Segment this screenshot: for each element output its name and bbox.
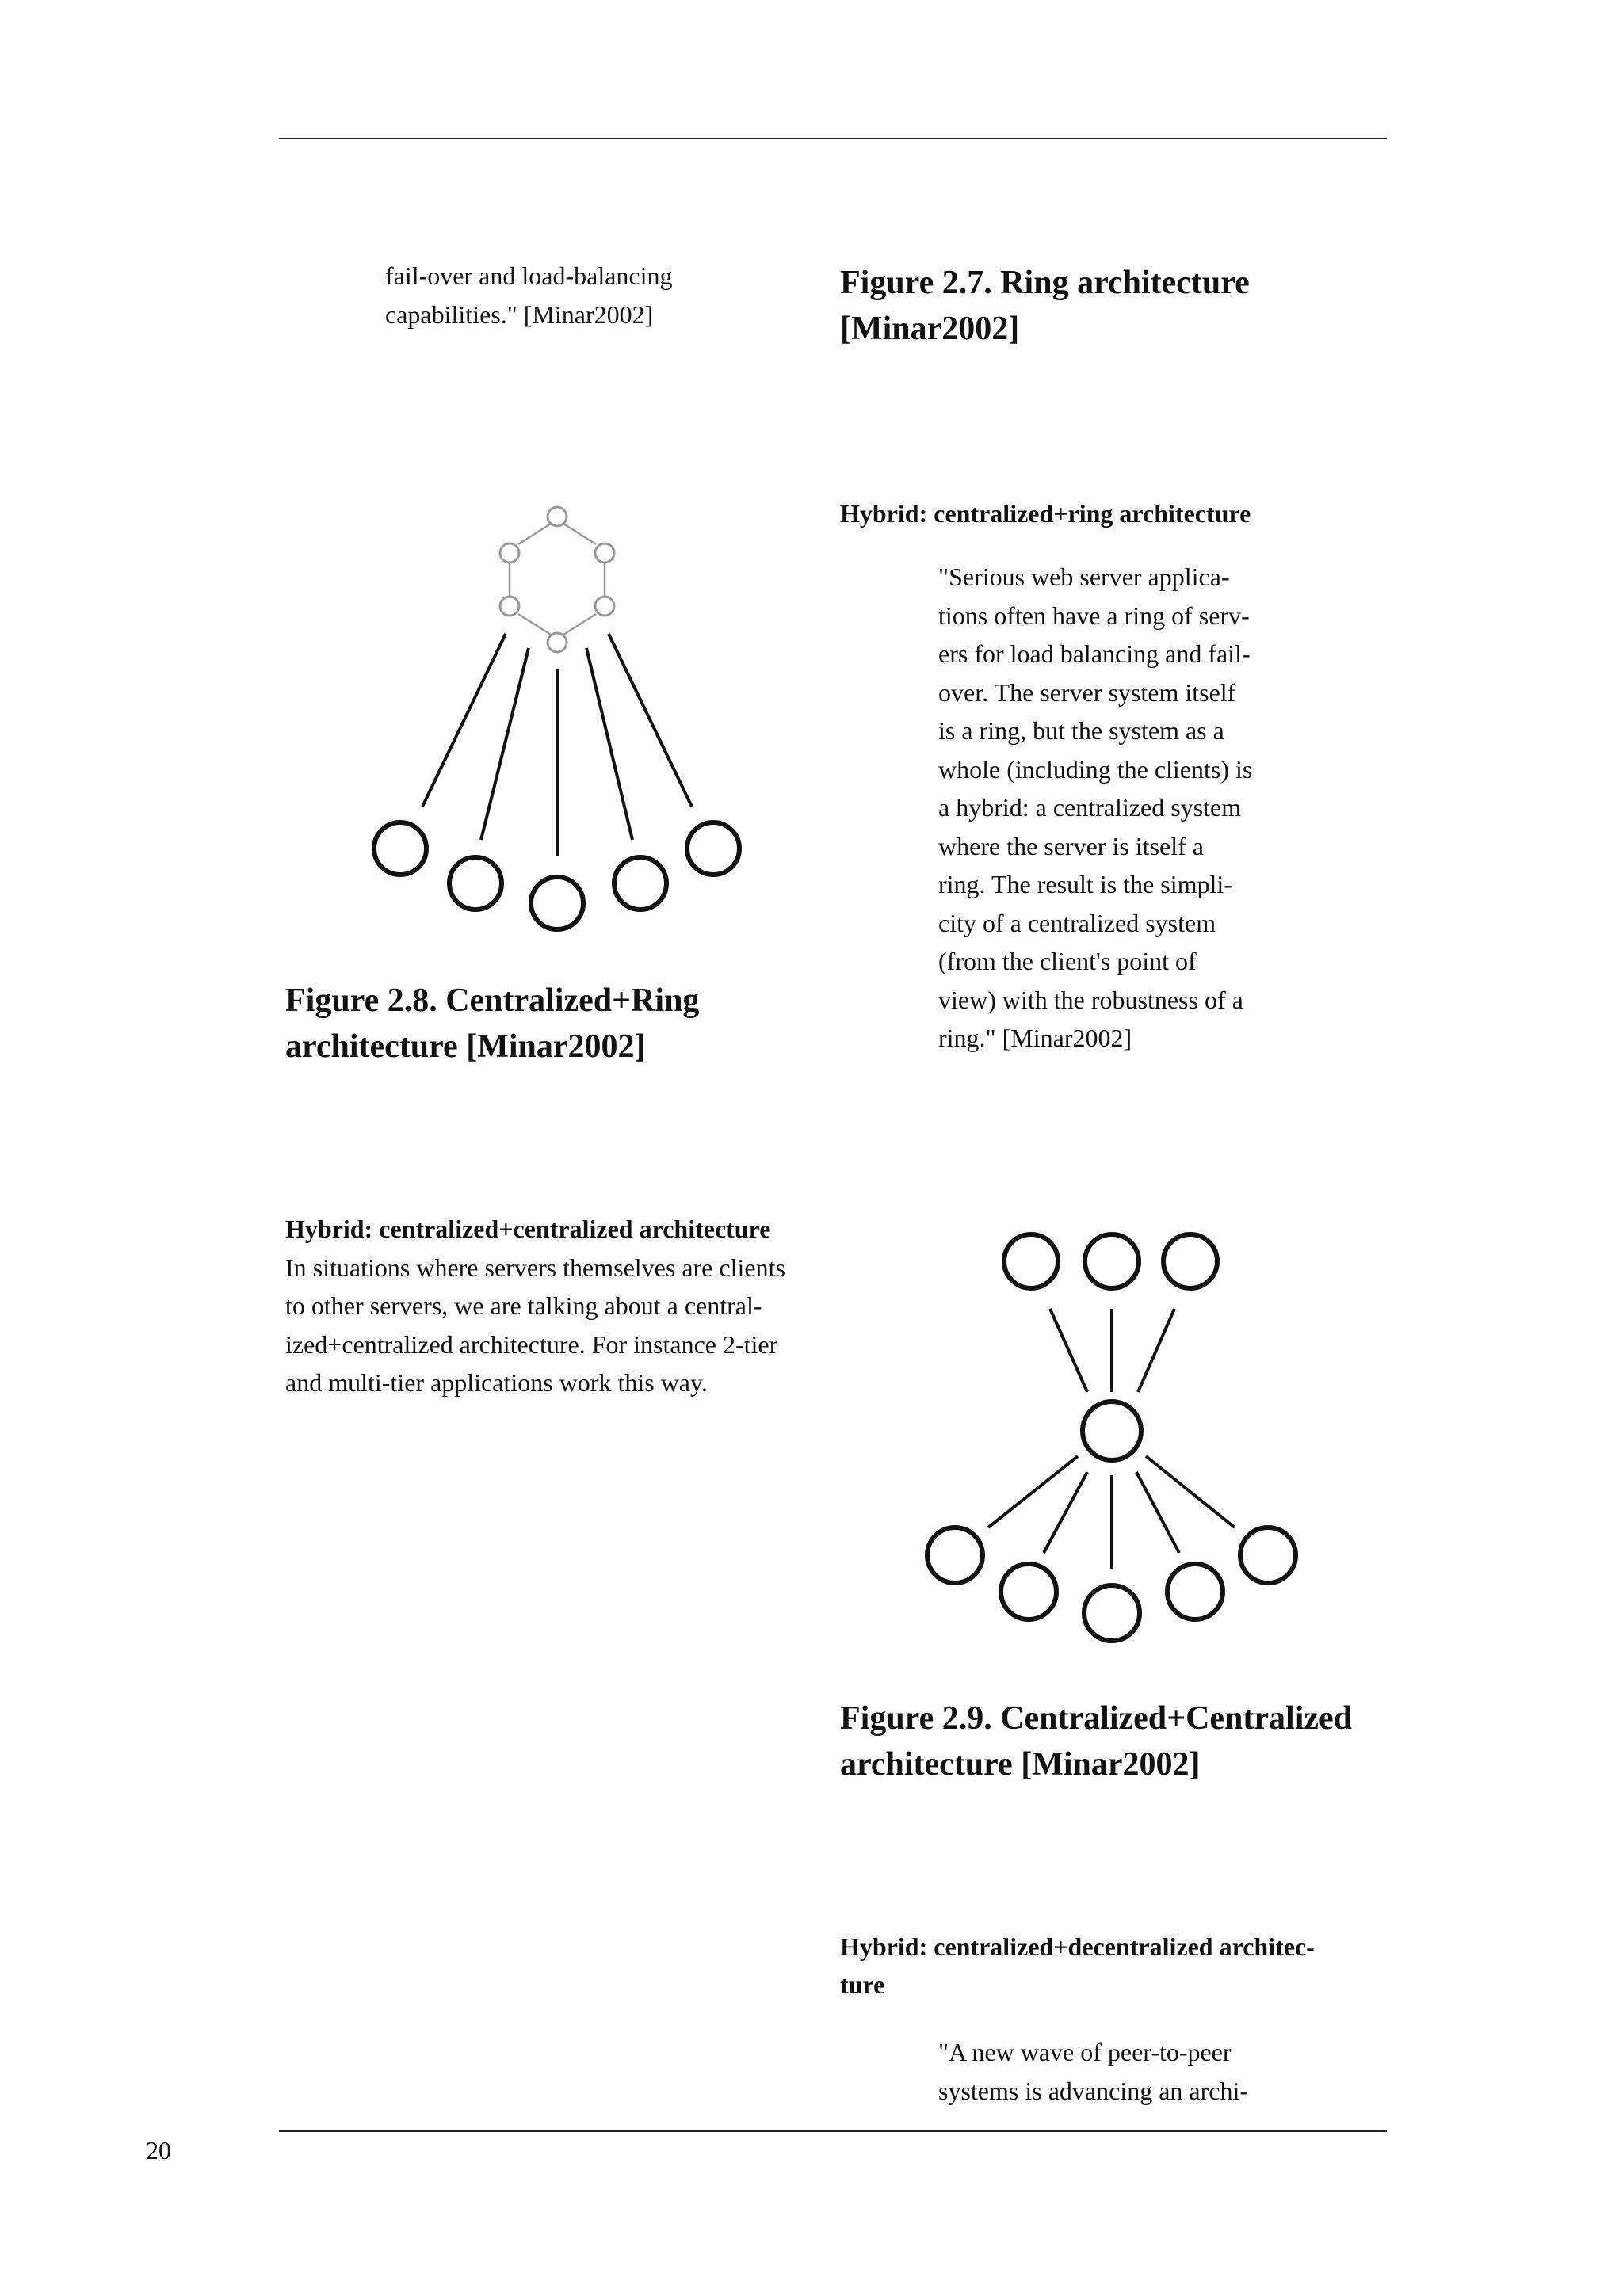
body-line: to other servers, we are talking about a central- xyxy=(285,1291,762,1320)
upper-server-nodes xyxy=(1004,1234,1217,1288)
caption-line: architecture [Minar2002] xyxy=(285,1028,646,1065)
caption-line: Figure 2.9. Centralized+Centralized xyxy=(840,1700,1353,1737)
heading-line: Hybrid: centralized+decentralized architec- xyxy=(840,1932,1315,1961)
hybrid-ring-heading: Hybrid: centralized+ring architecture xyxy=(840,499,1251,528)
quote-line: ring. The result is the simpli- xyxy=(938,870,1232,898)
caption-line: Figure 2.7. Ring architecture xyxy=(840,265,1250,301)
lower-links xyxy=(988,1456,1235,1569)
caption-line: Figure 2.8. Centralized+Ring xyxy=(285,982,700,1019)
hybrid-decentral-heading xyxy=(840,1928,1315,2004)
central-server-node xyxy=(1083,1402,1141,1460)
quote-line: over. The server system itself xyxy=(938,677,1236,707)
page-number: 20 xyxy=(146,2136,171,2164)
quote-line: is a ring, but the system as a xyxy=(938,716,1224,745)
quote-line: "Serious web server applica- xyxy=(938,563,1230,591)
quote-line: where the server is itself a xyxy=(938,831,1204,860)
body-line: ized+centralized architecture. For instance 2-tier xyxy=(285,1329,778,1359)
quote-line: a hybrid: a centralized system xyxy=(938,793,1242,822)
quote-line: view) with the robustness of a xyxy=(938,985,1243,1014)
body-line: and multi-tier applications work this way. xyxy=(285,1368,708,1397)
body-line: In situations where servers themselves are clients xyxy=(285,1253,785,1282)
caption-line: architecture [Minar2002] xyxy=(840,1746,1201,1783)
figure-2-9-caption xyxy=(840,1695,1352,1787)
hybrid-central-heading: Hybrid: centralized+centralized architecture xyxy=(285,1215,771,1243)
hybrid-decentral-quote xyxy=(938,2033,1248,2110)
quote-line: tions often have a ring of serv- xyxy=(938,601,1250,630)
text-line: fail-over and load-balancing xyxy=(385,261,673,290)
heading-line: ture xyxy=(840,1970,885,1999)
quote-line: city of a centralized system xyxy=(938,908,1216,937)
quote-line: ring." [Minar2002] xyxy=(938,1024,1132,1052)
upper-links xyxy=(1050,1309,1174,1392)
quote-line: "A new wave of peer-to-peer xyxy=(938,2038,1232,2066)
caption-line: [Minar2002] xyxy=(840,311,1020,347)
text-line: capabilities." [Minar2002] xyxy=(385,299,654,329)
quote-line: ers for load balancing and fail- xyxy=(938,639,1251,668)
quote-line: (from the client's point of xyxy=(938,947,1197,975)
footer-rule xyxy=(279,2130,1387,2132)
quote-line: whole (including the clients) is xyxy=(938,754,1253,784)
quote-line: systems is advancing an archi- xyxy=(938,2076,1248,2105)
